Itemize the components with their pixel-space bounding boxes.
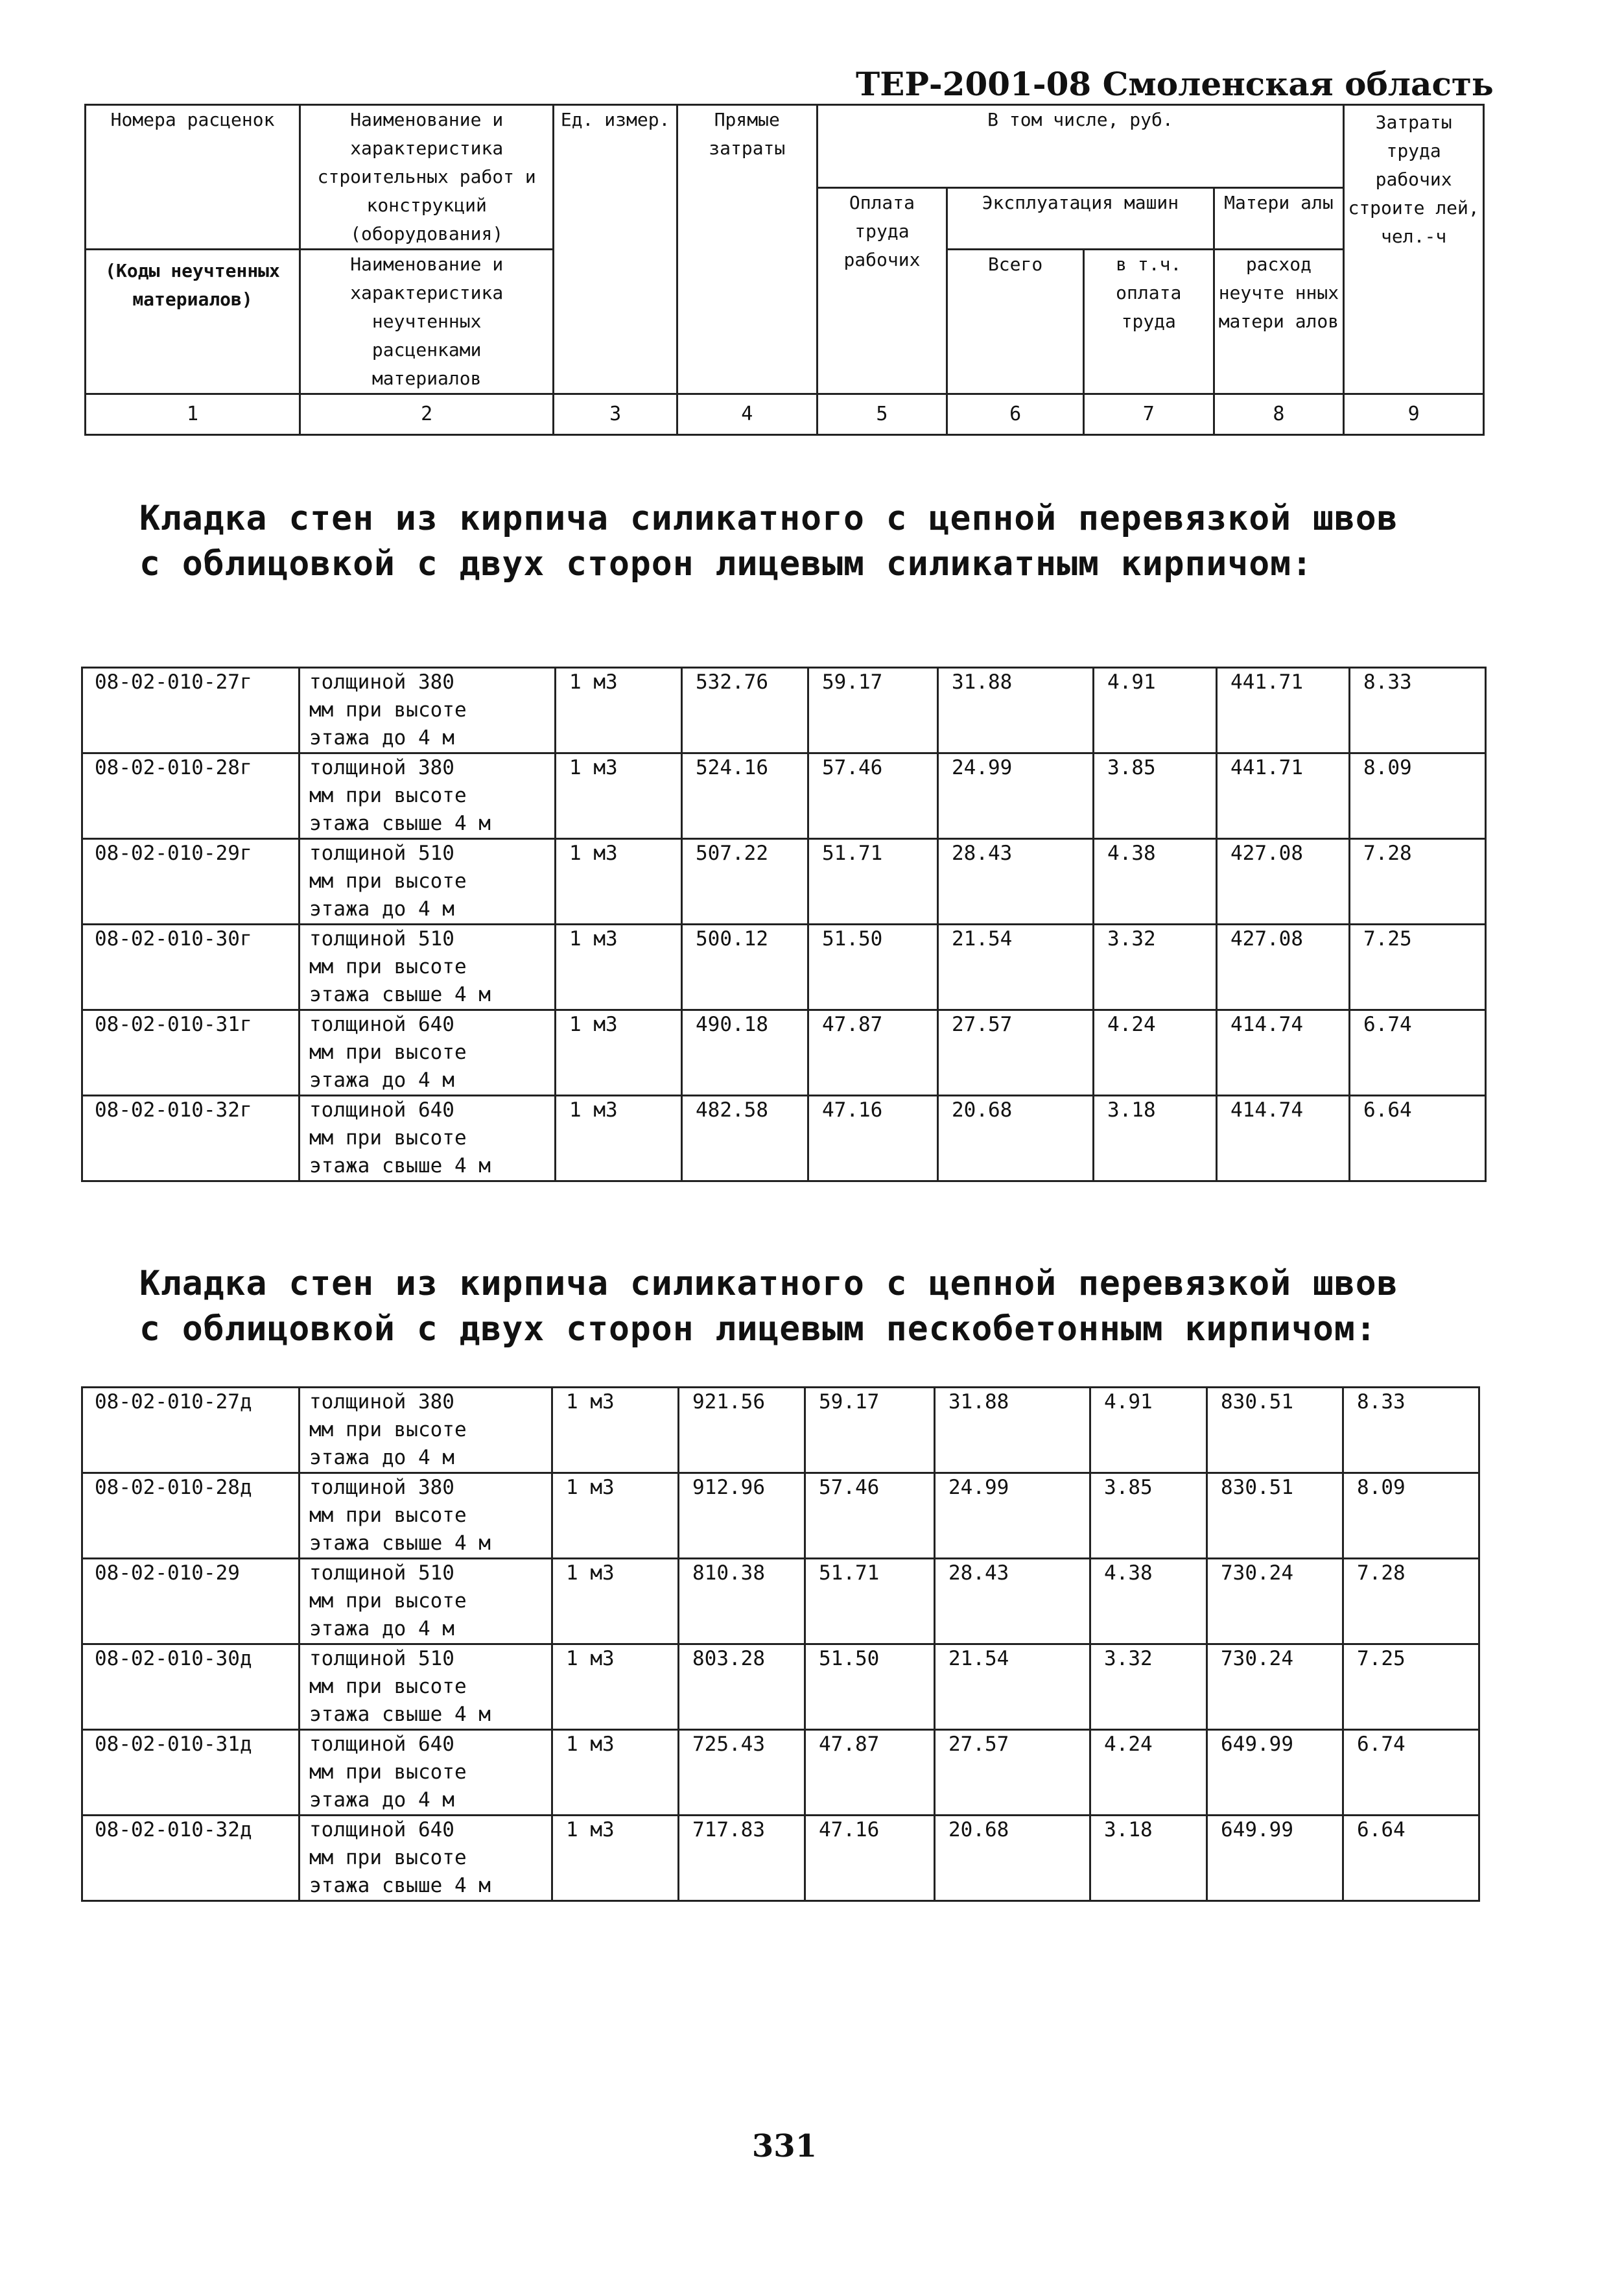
direct-costs-cell: 725.43 xyxy=(679,1730,805,1816)
description-line: мм при высоте xyxy=(309,955,467,978)
machines-cell: 20.68 xyxy=(938,1096,1094,1181)
rate-code: 08-02-010-32г xyxy=(82,1096,300,1181)
description-line: мм при высоте xyxy=(309,1846,467,1869)
document-header-title: ТЕР-2001-08 Смоленская область xyxy=(856,65,1494,103)
labor-pay-cell: 59.17 xyxy=(808,668,938,753)
machines-cell: 28.43 xyxy=(935,1559,1090,1644)
labor-pay-cell: 47.16 xyxy=(808,1096,938,1181)
direct-costs-cell: 482.58 xyxy=(682,1096,808,1181)
description-line: толщиной 640 xyxy=(309,1733,454,1756)
table-row xyxy=(82,753,1486,839)
column-number: 3 xyxy=(554,394,677,435)
labor-pay-cell: 47.87 xyxy=(805,1730,935,1816)
description-line: толщиной 640 xyxy=(309,1098,454,1122)
table-row xyxy=(82,1010,1486,1096)
section-2-title: Кладка стен из кирпича силикатного с цепной перевязкой швов с облицовкой с двух сторон лицевым пескобетонным кирпичом: xyxy=(139,1264,1398,1349)
labor-hours-cell: 6.64 xyxy=(1350,1096,1486,1181)
description-line: этажа свыше 4 м xyxy=(309,1532,491,1555)
description-line: мм при высоте xyxy=(309,1418,467,1441)
labor-pay-cell: 51.50 xyxy=(808,925,938,1010)
work-description xyxy=(300,1010,556,1096)
labor-hours-cell: 6.74 xyxy=(1343,1730,1479,1816)
rate-code: 08-02-010-29г xyxy=(82,839,300,925)
header-including-group: В том числе, руб. xyxy=(817,105,1344,188)
description-line: мм при высоте xyxy=(309,1041,467,1064)
description-line: мм при высоте xyxy=(309,784,467,807)
direct-costs-cell: 500.12 xyxy=(682,925,808,1010)
direct-costs-cell: 803.28 xyxy=(679,1644,805,1730)
column-number: 7 xyxy=(1083,394,1214,435)
unit-cell: 1 м3 xyxy=(556,1010,682,1096)
direct-costs-cell: 912.96 xyxy=(679,1473,805,1559)
description-line: толщиной 380 xyxy=(309,1390,454,1414)
machines-cell: 24.99 xyxy=(935,1473,1090,1559)
description-line: этажа до 4 м xyxy=(309,1446,454,1469)
machines-labor-cell: 4.91 xyxy=(1094,668,1217,753)
direct-costs-cell: 810.38 xyxy=(679,1559,805,1644)
rate-code: 08-02-010-30г xyxy=(82,925,300,1010)
machines-labor-cell: 4.24 xyxy=(1094,1010,1217,1096)
header-direct-costs: Прямые затраты xyxy=(677,105,817,394)
description-line: толщиной 510 xyxy=(309,1561,454,1585)
description-line: этажа свыше 4 м xyxy=(309,1703,491,1726)
description-line: мм при высоте xyxy=(309,698,467,722)
machines-labor-cell: 3.18 xyxy=(1094,1096,1217,1181)
machines-labor-cell: 3.18 xyxy=(1090,1816,1207,1901)
table-row xyxy=(82,1559,1479,1644)
labor-pay-cell: 47.16 xyxy=(805,1816,935,1901)
direct-costs-cell: 921.56 xyxy=(679,1388,805,1473)
unit-cell: 1 м3 xyxy=(552,1473,679,1559)
rate-code: 08-02-010-28г xyxy=(82,753,300,839)
table-row xyxy=(82,1473,1479,1559)
work-description xyxy=(300,1730,552,1816)
labor-pay-cell: 51.71 xyxy=(808,839,938,925)
header-labor-pay: Оплата труда рабочих xyxy=(817,188,947,394)
machines-cell: 27.57 xyxy=(935,1730,1090,1816)
machines-cell: 28.43 xyxy=(938,839,1094,925)
header-works-description: Наименование и характеристика строительных работ и конструкций (оборудования) xyxy=(300,105,554,250)
rate-code: 08-02-010-32д xyxy=(82,1816,300,1901)
header-unaccounted-consumption: расход неучте нных матери алов xyxy=(1214,250,1344,394)
machines-cell: 21.54 xyxy=(935,1644,1090,1730)
labor-pay-cell: 57.46 xyxy=(808,753,938,839)
header-machines-labor: в т.ч. оплата труда xyxy=(1083,250,1214,394)
rate-code: 08-02-010-27д xyxy=(82,1388,300,1473)
rate-code: 08-02-010-27г xyxy=(82,668,300,753)
rate-code: 08-02-010-29 xyxy=(82,1559,300,1644)
labor-pay-cell: 51.71 xyxy=(805,1559,935,1644)
machines-cell: 21.54 xyxy=(938,925,1094,1010)
description-line: мм при высоте xyxy=(309,1589,467,1613)
header-materials: Матери алы xyxy=(1214,188,1344,250)
description-line: этажа свыше 4 м xyxy=(309,812,491,835)
description-line: толщиной 510 xyxy=(309,842,454,865)
table-row xyxy=(82,668,1486,753)
materials-cell: 414.74 xyxy=(1217,1096,1350,1181)
unit-cell: 1 м3 xyxy=(556,839,682,925)
work-description xyxy=(300,1816,552,1901)
description-line: этажа до 4 м xyxy=(309,897,454,921)
materials-cell: 830.51 xyxy=(1207,1388,1343,1473)
table-row xyxy=(82,925,1486,1010)
materials-cell: 441.71 xyxy=(1217,668,1350,753)
labor-hours-cell: 8.09 xyxy=(1350,753,1486,839)
description-line: этажа до 4 м xyxy=(309,726,454,750)
work-description xyxy=(300,1559,552,1644)
labor-hours-cell: 7.28 xyxy=(1343,1559,1479,1644)
unit-cell: 1 м3 xyxy=(556,1096,682,1181)
header-rate-numbers: Номера расценок xyxy=(86,105,300,250)
section-2-table xyxy=(81,1386,1480,1902)
table-row xyxy=(82,1644,1479,1730)
labor-hours-cell: 7.28 xyxy=(1350,839,1486,925)
machines-labor-cell: 4.24 xyxy=(1090,1730,1207,1816)
machines-cell: 31.88 xyxy=(935,1388,1090,1473)
labor-hours-cell: 8.09 xyxy=(1343,1473,1479,1559)
description-line: мм при высоте xyxy=(309,1760,467,1784)
work-description xyxy=(300,753,556,839)
labor-hours-cell: 7.25 xyxy=(1343,1644,1479,1730)
description-line: толщиной 380 xyxy=(309,1476,454,1499)
header-unit: Ед. измер. xyxy=(554,105,677,394)
page-number: 331 xyxy=(751,2128,818,2164)
materials-cell: 427.08 xyxy=(1217,839,1350,925)
description-line: толщиной 380 xyxy=(309,756,454,779)
column-number: 4 xyxy=(677,394,817,435)
column-number: 9 xyxy=(1344,394,1484,435)
labor-hours-cell: 8.33 xyxy=(1350,668,1486,753)
header-unaccounted-codes: (Коды неучтенных материалов) xyxy=(86,250,300,394)
unit-cell: 1 м3 xyxy=(556,668,682,753)
column-number: 8 xyxy=(1214,394,1344,435)
unit-cell: 1 м3 xyxy=(552,1730,679,1816)
column-header-table xyxy=(84,104,1485,436)
description-line: этажа до 4 м xyxy=(309,1617,454,1640)
materials-cell: 649.99 xyxy=(1207,1816,1343,1901)
description-line: этажа до 4 м xyxy=(309,1788,454,1812)
table-row xyxy=(82,1730,1479,1816)
materials-cell: 830.51 xyxy=(1207,1473,1343,1559)
description-line: толщиной 640 xyxy=(309,1013,454,1036)
direct-costs-cell: 507.22 xyxy=(682,839,808,925)
description-line: мм при высоте xyxy=(309,1504,467,1527)
column-number: 5 xyxy=(817,394,947,435)
machines-labor-cell: 3.85 xyxy=(1090,1473,1207,1559)
description-line: мм при высоте xyxy=(309,1675,467,1698)
description-line: этажа до 4 м xyxy=(309,1069,454,1092)
materials-cell: 414.74 xyxy=(1217,1010,1350,1096)
machines-labor-cell: 4.38 xyxy=(1094,839,1217,925)
description-line: этажа свыше 4 м xyxy=(309,1874,491,1897)
column-number: 2 xyxy=(300,394,554,435)
description-line: мм при высоте xyxy=(309,1126,467,1150)
labor-pay-cell: 59.17 xyxy=(805,1388,935,1473)
direct-costs-cell: 532.76 xyxy=(682,668,808,753)
materials-cell: 730.24 xyxy=(1207,1559,1343,1644)
table-row xyxy=(82,1816,1479,1901)
description-line: этажа свыше 4 м xyxy=(309,1154,491,1178)
labor-pay-cell: 51.50 xyxy=(805,1644,935,1730)
materials-cell: 427.08 xyxy=(1217,925,1350,1010)
labor-hours-cell: 6.64 xyxy=(1343,1816,1479,1901)
unit-cell: 1 м3 xyxy=(556,753,682,839)
materials-cell: 730.24 xyxy=(1207,1644,1343,1730)
machines-labor-cell: 3.85 xyxy=(1094,753,1217,839)
header-labor-hours: Затраты труда рабочих строите лей, чел.-ч xyxy=(1344,105,1484,394)
materials-cell: 441.71 xyxy=(1217,753,1350,839)
labor-hours-cell: 6.74 xyxy=(1350,1010,1486,1096)
rate-code: 08-02-010-31г xyxy=(82,1010,300,1096)
machines-labor-cell: 3.32 xyxy=(1094,925,1217,1010)
rate-code: 08-02-010-28д xyxy=(82,1473,300,1559)
description-line: толщиной 510 xyxy=(309,1647,454,1670)
work-description xyxy=(300,839,556,925)
unit-cell: 1 м3 xyxy=(552,1644,679,1730)
unit-cell: 1 м3 xyxy=(552,1388,679,1473)
header-machines-total: Всего xyxy=(947,250,1084,394)
work-description xyxy=(300,1644,552,1730)
labor-hours-cell: 8.33 xyxy=(1343,1388,1479,1473)
header-unaccounted-materials: Наименование и характеристика неучтенных расценками материалов xyxy=(300,250,554,394)
machines-cell: 20.68 xyxy=(935,1816,1090,1901)
labor-hours-cell: 7.25 xyxy=(1350,925,1486,1010)
work-description xyxy=(300,668,556,753)
description-line: этажа свыше 4 м xyxy=(309,983,491,1006)
machines-labor-cell: 3.32 xyxy=(1090,1644,1207,1730)
labor-pay-cell: 47.87 xyxy=(808,1010,938,1096)
direct-costs-cell: 717.83 xyxy=(679,1816,805,1901)
table-row xyxy=(82,1388,1479,1473)
table-row xyxy=(82,839,1486,925)
labor-pay-cell: 57.46 xyxy=(805,1473,935,1559)
rate-code: 08-02-010-31д xyxy=(82,1730,300,1816)
header-machines: Эксплуатация машин xyxy=(947,188,1214,250)
description-line: толщиной 380 xyxy=(309,670,454,694)
machines-cell: 24.99 xyxy=(938,753,1094,839)
work-description xyxy=(300,925,556,1010)
machines-labor-cell: 4.91 xyxy=(1090,1388,1207,1473)
work-description xyxy=(300,1096,556,1181)
section-1-table xyxy=(81,667,1487,1182)
rate-code: 08-02-010-30д xyxy=(82,1644,300,1730)
table-row xyxy=(82,1096,1486,1181)
description-line: толщиной 640 xyxy=(309,1818,454,1841)
unit-cell: 1 м3 xyxy=(552,1816,679,1901)
direct-costs-cell: 490.18 xyxy=(682,1010,808,1096)
unit-cell: 1 м3 xyxy=(552,1559,679,1644)
machines-cell: 27.57 xyxy=(938,1010,1094,1096)
description-line: мм при высоте xyxy=(309,870,467,893)
section-1-title: Кладка стен из кирпича силикатного с цепной перевязкой швов с облицовкой с двух сторон лицевым силикатным кирпичом: xyxy=(139,499,1398,584)
work-description xyxy=(300,1388,552,1473)
column-number: 6 xyxy=(947,394,1084,435)
materials-cell: 649.99 xyxy=(1207,1730,1343,1816)
unit-cell: 1 м3 xyxy=(556,925,682,1010)
machines-cell: 31.88 xyxy=(938,668,1094,753)
direct-costs-cell: 524.16 xyxy=(682,753,808,839)
work-description xyxy=(300,1473,552,1559)
column-number: 1 xyxy=(86,394,300,435)
machines-labor-cell: 4.38 xyxy=(1090,1559,1207,1644)
description-line: толщиной 510 xyxy=(309,927,454,951)
